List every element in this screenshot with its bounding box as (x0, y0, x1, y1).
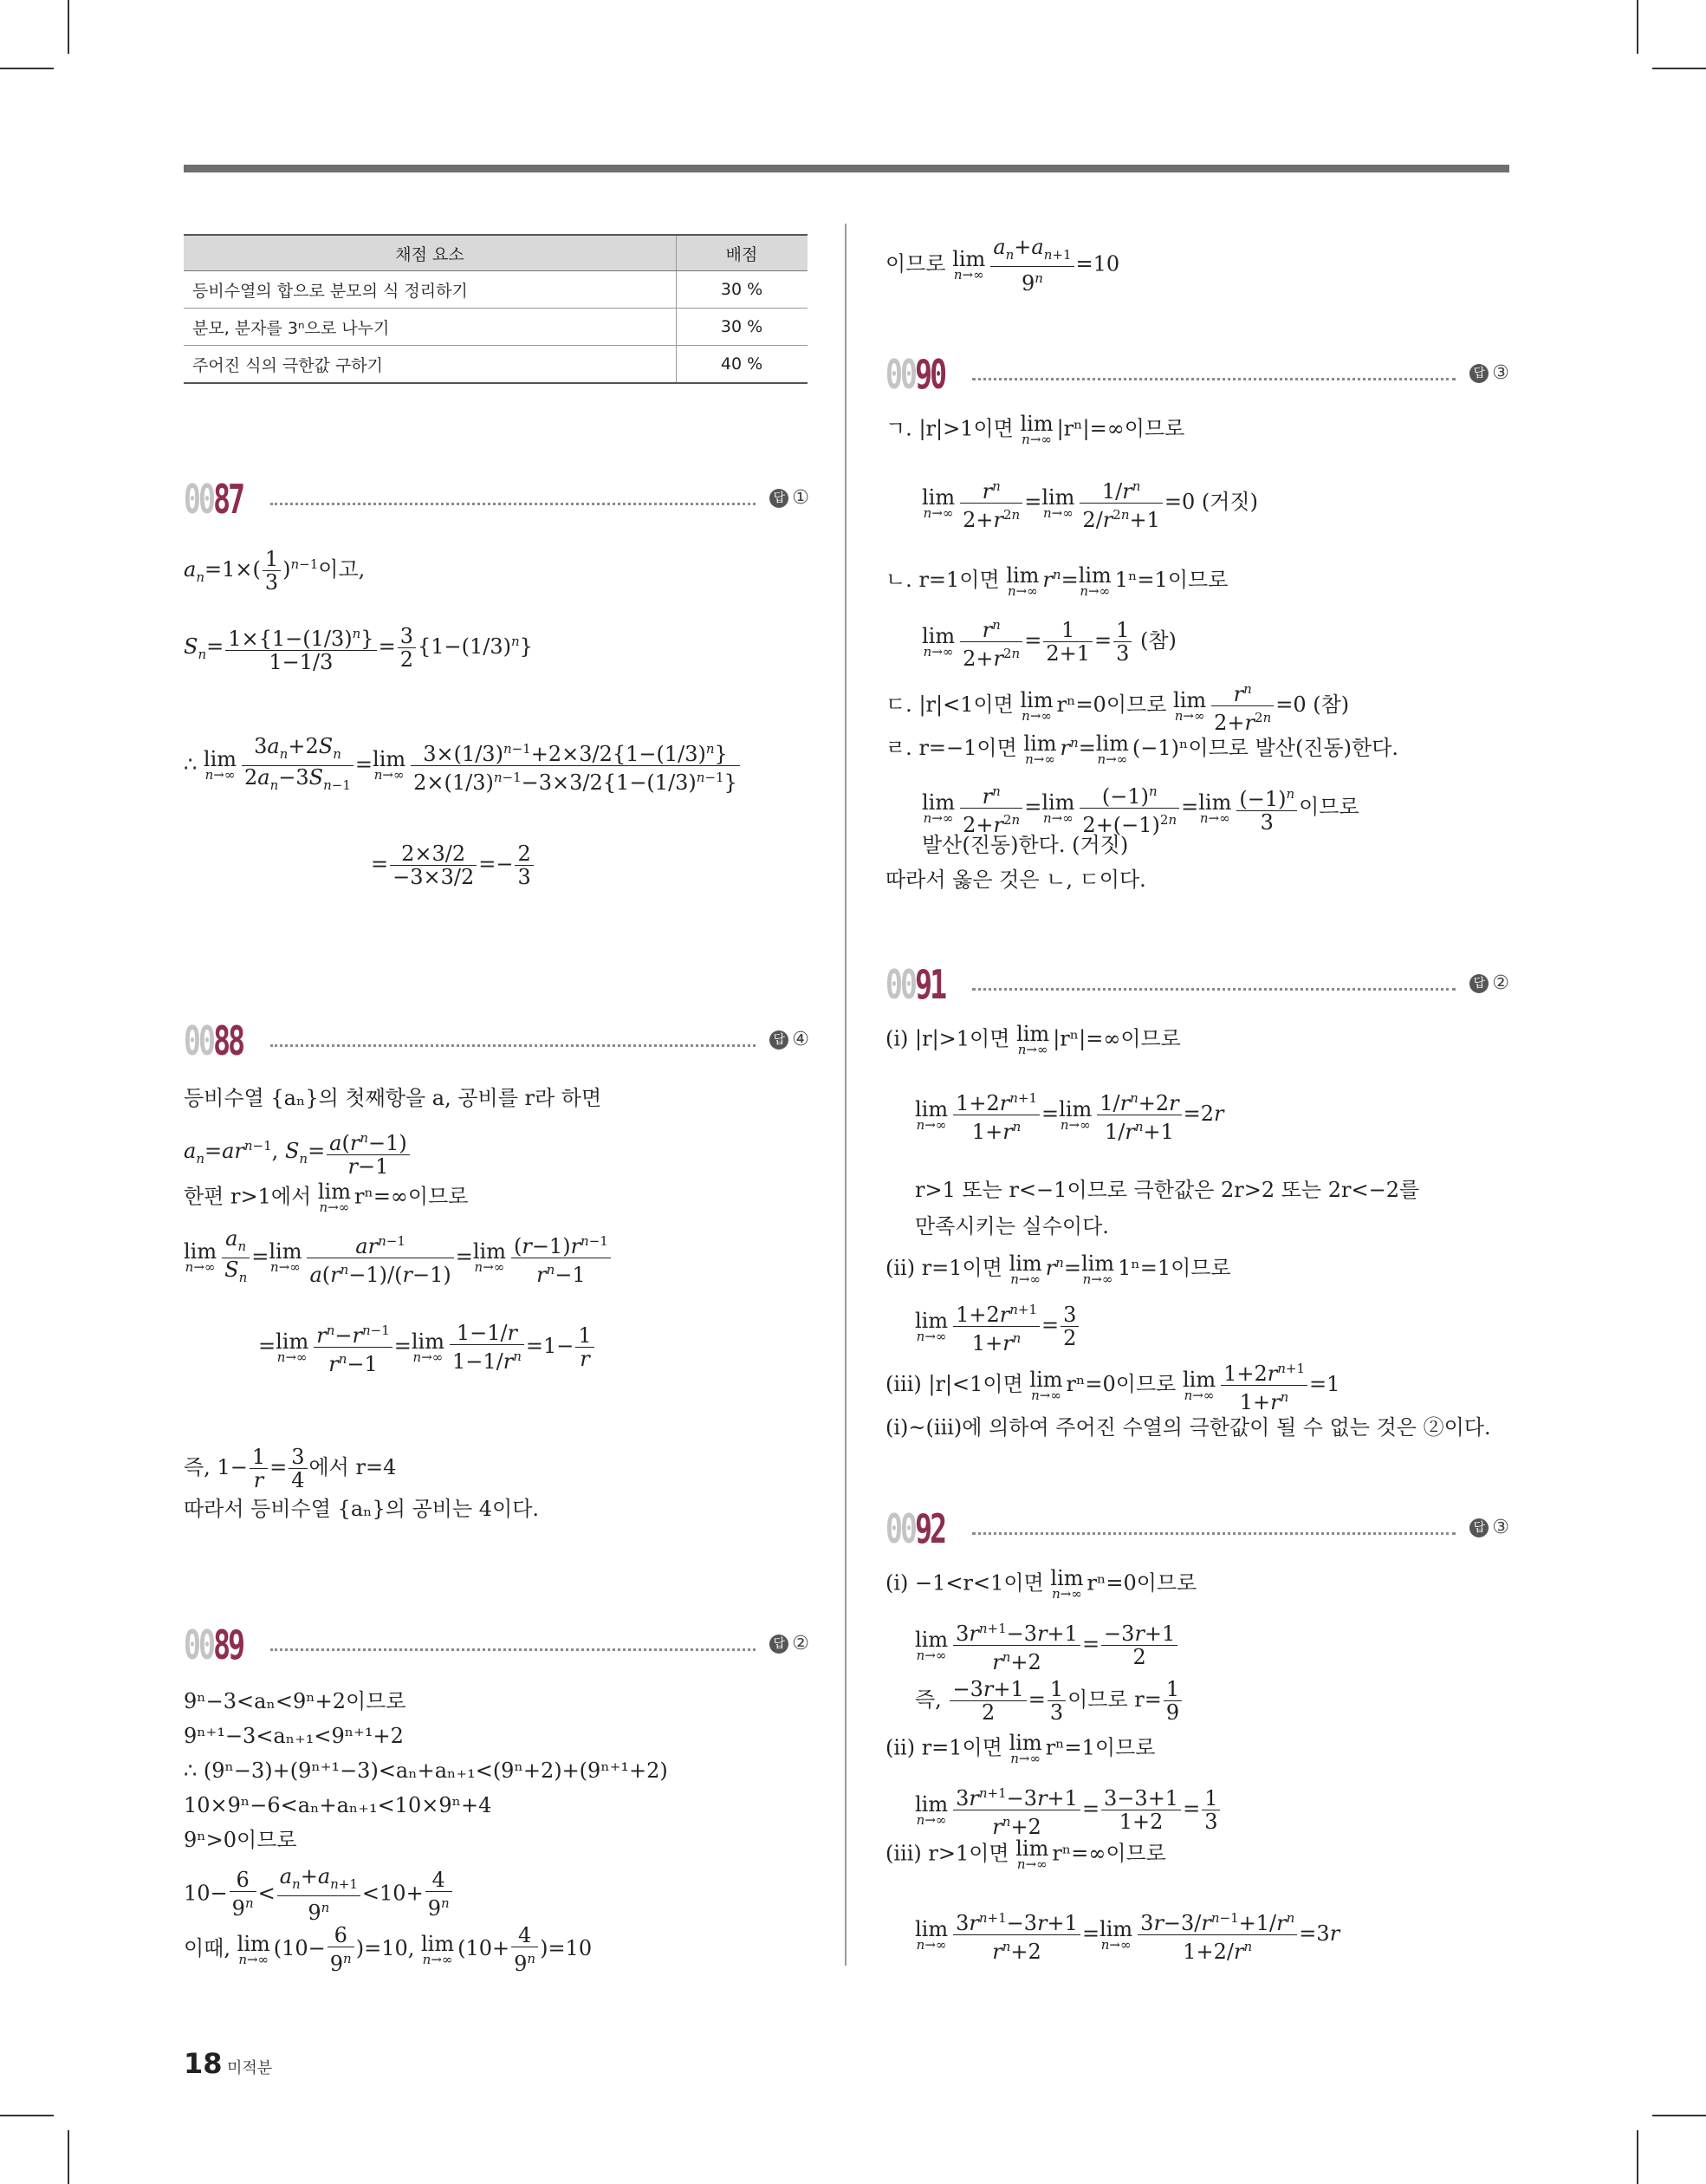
math-line: 즉, $\frac{-3r+1}{2}$ = $\frac{1}{3}$ 이므로 r= $\frac{1}{9}$ (915, 1678, 1184, 1724)
math-line: 이므로 lim n→∞ $\frac{a_n+a_{n+1}}{9^n}$ =10 (885, 235, 1120, 296)
table-row (184, 346, 808, 384)
crop-mark (0, 2115, 54, 2116)
table-row (184, 309, 808, 346)
table-cell: 주어진 식의 극한값 구하기 (184, 346, 677, 384)
math-line: ㄷ. |r|<1이면 lim n→∞ rⁿ=0이므로 lim n→∞ $\frac{r^n}{2+r^{2n}}$ =0 (참) (885, 678, 1349, 734)
problem-header-0090: 0090 답 ③ (885, 351, 1509, 398)
math-line: lim n→∞ $\frac{r^n}{2+r^{2n}}$ = lim n→∞ $\frac{1/r^n}{2/r^{2n}+1}$ =0 (거짓) (922, 475, 1258, 531)
text-line: 따라서 등비수열 {aₙ}의 공비는 4이다. (184, 1497, 540, 1521)
text-line: 만족시키는 실수이다. (915, 1214, 1109, 1238)
scoring-table (184, 234, 808, 384)
text-line: 발산(진동)한다. (거짓) (922, 833, 1129, 857)
page-number: 18 (184, 2047, 223, 2080)
math-line: 한편 r>1에서 lim n→∞ rⁿ=∞이므로 (184, 1180, 469, 1215)
math-line: lim n→∞ $\frac{3r^{n+1}-3r+1}{r^n+2}$ = $\frac{3-3+1}{1+2}$ = $\frac{1}{3}$ (915, 1782, 1222, 1838)
answer-label: 답 ③ (1469, 362, 1509, 384)
math-line: 10− $\frac{6}{9^n}$ < $\frac{a_n+a_{n+1}}{9^n}$ <10+ $\frac{4}{9^n}$ (184, 1865, 454, 1924)
crop-mark (1637, 0, 1638, 54)
subject-label: 미적분 (227, 2059, 273, 2077)
text-line: 9ⁿ⁺¹−3<aₙ₊₁<9ⁿ⁺¹+2 (184, 1724, 404, 1748)
math-line: = $\frac{2\times 3/2}{-3\times 3/2}$ =− $\frac{2}{3}$ (371, 842, 535, 888)
answer-label: 답 ④ (769, 1029, 809, 1050)
math-line: lim n→∞ $\frac{r^n}{2+r^{2n}}$ = lim n→∞ $\frac{(-1)^n}{2+(-1)^{2n}}$ = lim n→∞ $\frac{(-1)^n}{3}$ 이므로 (922, 780, 1359, 836)
math-line: ∴ lim n→∞ $\frac{3a_n+2S_n}{2a_n-3S_{n-1}}$ = lim n→∞ $\frac{3\times(1/3)^{n-1}+2\times 3/2\{1-(1/3)^n\}}{2\times(1/3)^{n-1}-3\times 3/2\{1-(1/3)^{n-1}\}}$ (184, 735, 742, 796)
math-line: = lim n→∞ $\frac{r^n-r^{n-1}}{r^n-1}$ = lim n→∞ $\frac{1-1/r}{1-1/r^n}$ =1− $\frac{1}{r}$ (258, 1319, 596, 1375)
table-row (184, 271, 808, 309)
math-line: lim n→∞ $\frac{3r^{n+1}-3r+1}{r^n+2}$ = lim n→∞ $\frac{3r-3/r^{n-1}+1/r^n}{1+2/r^n}$ =3r (915, 1907, 1340, 1963)
table-header-item: 채점 요소 (184, 235, 677, 271)
table-header-points: 배점 (677, 235, 808, 271)
table-header (184, 235, 808, 271)
table-cell: 30 % (677, 271, 808, 309)
math-line: $a_n=1\times$( $\frac{1}{3}$ )$^{n-1}$이고, (184, 547, 366, 595)
math-line: (ⅰ) |r|>1이면 lim n→∞ |rⁿ|=∞이므로 (885, 1022, 1181, 1057)
text-line: 9ⁿ>0이므로 (184, 1828, 297, 1852)
table-cell: 30 % (677, 309, 808, 346)
text-line: 따라서 옳은 것은 ㄴ, ㄷ이다. (885, 868, 1146, 892)
math-line: (ⅲ) |r|<1이면 lim n→∞ rⁿ=0이므로 lim n→∞ $\frac{1+2r^{n+1}}{1+r^n}$ =1 (885, 1357, 1340, 1414)
answer-label: 답 ① (769, 487, 809, 509)
problem-header-0089: 0089 답 ② (184, 1622, 809, 1668)
crop-mark (68, 0, 69, 54)
math-line: ㄹ. r=−1이면 lim n→∞ $r^n=$ lim n→∞ (−1)ⁿ이므로 발산(진동)한다. (885, 731, 1399, 767)
table-cell: 등비수열의 합으로 분모의 식 정리하기 (184, 271, 677, 309)
math-line: $a_n=ar^{n-1}$, $S_n=$ $\frac{a(r^n-1)}{r-1}$ (184, 1127, 412, 1178)
top-rule (184, 165, 1509, 172)
math-line: lim n→∞ $\frac{1+2r^{n+1}}{1+r^n}$ = $\frac{3}{2}$ (915, 1298, 1080, 1355)
problem-header-0092: 0092 답 ③ (885, 1505, 1509, 1552)
math-line: 즉, 1− $\frac{1}{r}$ = $\frac{3}{4}$ 에서 r=4 (184, 1445, 397, 1492)
math-line: (ⅱ) r=1이면 lim n→∞ rⁿ=1이므로 (885, 1731, 1156, 1766)
crop-mark (0, 68, 54, 69)
problem-header-0087: 0087 답 ① (184, 476, 809, 523)
answer-label: 답 ② (769, 1633, 809, 1654)
math-line: lim n→∞ $\frac{a_n}{S_n}$ = lim n→∞ $\frac{ar^{n-1}}{a(r^n-1)/(r-1)}$ = lim n→∞ $\frac{(r-1)r^{n-1}}{r^n-1}$ (184, 1227, 613, 1289)
crop-mark (1652, 68, 1706, 69)
math-line: ㄴ. r=1이면 lim n→∞ $r^n=$ lim n→∞ 1ⁿ=1이므로 (885, 562, 1229, 599)
problem-header-0088: 0088 답 ④ (184, 1017, 809, 1064)
text-line: (ⅰ)~(ⅲ)에 의하여 주어진 수열의 극한값이 될 수 없는 것은 ②이다. (885, 1415, 1491, 1440)
math-line: lim n→∞ $\frac{r^n}{2+r^{2n}}$ = $\frac{1}{2+1}$ = $\frac{1}{3}$ (참) (922, 614, 1177, 670)
math-line: lim n→∞ $\frac{3r^{n+1}-3r+1}{r^n+2}$ = $\frac{-3r+1}{2}$ (915, 1617, 1179, 1674)
text-line: r>1 또는 r<−1이므로 극한값은 2r>2 또는 2r<−2를 (915, 1178, 1420, 1202)
math-line: (ⅲ) r>1이면 lim n→∞ rⁿ=∞이므로 (885, 1836, 1166, 1872)
answer-label: 답 ② (1469, 972, 1509, 994)
problem-header-0091: 0091 답 ② (885, 961, 1509, 1008)
table-cell: 분모, 분자를 3ⁿ으로 나누기 (184, 309, 677, 346)
math-line: 이때, lim n→∞ (10− $\frac{6}{9^n}$ )=10, lim n→∞ (10+ $\frac{4}{9^n}$ )=10 (184, 1923, 593, 1976)
math-line: (ⅱ) r=1이면 lim n→∞ $r^n=$ lim n→∞ 1ⁿ=1이므로 (885, 1251, 1231, 1287)
math-line: $S_n=$ $\frac{1\times\{1-(1/3)^n\}}{1-1/3}$ = $\frac{3}{2}$ $\{1-(1/3)^n\}$ (184, 624, 533, 674)
column-divider (845, 224, 847, 1966)
crop-mark (1652, 2115, 1706, 2116)
text-line: 10×9ⁿ−6<aₙ+aₙ₊₁<10×9ⁿ+4 (184, 1793, 492, 1817)
crop-mark (68, 2130, 69, 2184)
text-line: 등비수열 {aₙ}의 첫째항을 a, 공비를 r라 하면 (184, 1086, 602, 1110)
math-line: lim n→∞ $\frac{1+2r^{n+1}}{1+r^n}$ = lim n→∞ $\frac{1/r^n+2r}{1/r^n+1}$ =2r (915, 1087, 1224, 1143)
crop-mark (1637, 2130, 1638, 2184)
answer-label: 답 ③ (1469, 1517, 1509, 1538)
text-line: ∴ (9ⁿ−3)+(9ⁿ⁺¹−3)<aₙ+aₙ₊₁<(9ⁿ+2)+(9ⁿ⁺¹+2) (184, 1758, 668, 1783)
table-cell: 40 % (677, 346, 808, 384)
math-line: ㄱ. |r|>1이면 lim n→∞ |rⁿ|=∞이므로 (885, 412, 1185, 447)
text-line: 9ⁿ−3<aₙ<9ⁿ+2이므로 (184, 1689, 406, 1713)
math-line: (ⅰ) −1<r<1이면 lim n→∞ rⁿ=0이므로 (885, 1566, 1197, 1602)
